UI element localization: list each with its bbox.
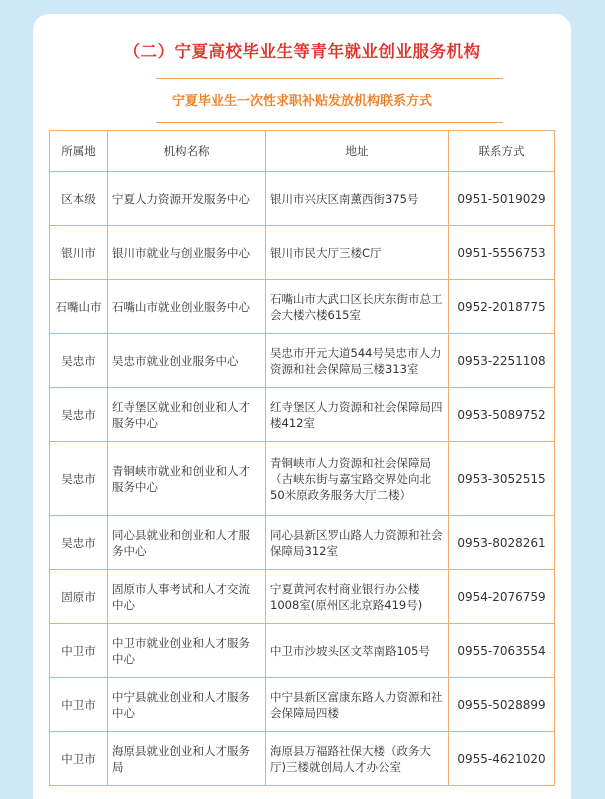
org-cell: 固原市人事考试和人才交流中心 [108, 570, 266, 624]
region-cell: 固原市 [50, 570, 108, 624]
address-cell: 宁夏黄河农村商业银行办公楼1008室(原州区北京路419号) [266, 570, 449, 624]
table-row [50, 678, 555, 732]
org-cell: 中卫市就业创业和人才服务中心 [108, 624, 266, 678]
org-cell: 海原县就业创业和人才服务局 [108, 732, 266, 786]
address-cell: 中宁县新区富康东路人力资源和社会保障局四楼 [266, 678, 449, 732]
table-row [50, 732, 555, 786]
table-row [50, 226, 555, 280]
region-cell: 中卫市 [50, 678, 108, 732]
table-row [50, 570, 555, 624]
header-org: 机构名称 [108, 131, 266, 172]
address-cell: 同心县新区罗山路人力资源和社会保障局312室 [266, 516, 449, 570]
address-cell: 吴忠市开元大道544号吴忠市人力资源和社会保障局三楼313室 [266, 334, 449, 388]
table-row [50, 172, 555, 226]
org-cell: 吴忠市就业创业服务中心 [108, 334, 266, 388]
address-cell: 海原县万福路社保大楼（政务大厅)三楼就创局人才办公室 [266, 732, 449, 786]
address-cell: 青铜峡市人力资源和社会保障局（古峡东街与嘉宝路交界处向北50米原政务服务大厅二楼） [266, 442, 449, 516]
org-cell: 红寺堡区就业和创业和人才服务中心 [108, 388, 266, 442]
table-row [50, 624, 555, 678]
org-cell: 青铜峡市就业和创业和人才服务中心 [108, 442, 266, 516]
table-row [50, 334, 555, 388]
region-cell: 吴忠市 [50, 516, 108, 570]
region-cell: 吴忠市 [50, 334, 108, 388]
phone-cell: 0953-2251108 [449, 334, 555, 388]
region-cell: 吴忠市 [50, 388, 108, 442]
phone-cell: 0955-5028899 [449, 678, 555, 732]
table-header-row [50, 131, 555, 172]
phone-cell: 0953-3052515 [449, 442, 555, 516]
region-cell: 中卫市 [50, 732, 108, 786]
region-cell: 石嘴山市 [50, 280, 108, 334]
table-row [50, 280, 555, 334]
title-divider-top [156, 78, 503, 79]
region-cell: 区本级 [50, 172, 108, 226]
table-row [50, 442, 555, 516]
address-cell: 石嘴山市大武口区长庆东街市总工会大楼六楼615室 [266, 280, 449, 334]
page-title: （二）宁夏高校毕业生等青年就业创业服务机构 [123, 42, 481, 61]
region-cell: 吴忠市 [50, 442, 108, 516]
address-cell: 红寺堡区人力资源和社会保障局四楼412室 [266, 388, 449, 442]
title-divider-bottom [156, 122, 503, 123]
phone-cell: 0954-2076759 [449, 570, 555, 624]
phone-cell: 0951-5019029 [449, 172, 555, 226]
org-cell: 银川市就业与创业服务中心 [108, 226, 266, 280]
region-cell: 银川市 [50, 226, 108, 280]
region-cell: 中卫市 [50, 624, 108, 678]
header-address: 地址 [266, 131, 449, 172]
org-cell: 宁夏人力资源开发服务中心 [108, 172, 266, 226]
phone-cell: 0951-5556753 [449, 226, 555, 280]
phone-cell: 0953-5089752 [449, 388, 555, 442]
agency-contact-table [49, 130, 555, 786]
address-cell: 银川市兴庆区南薰西街375号 [266, 172, 449, 226]
phone-cell: 0955-7063554 [449, 624, 555, 678]
address-cell: 中卫市沙坡头区文萃南路105号 [266, 624, 449, 678]
phone-cell: 0953-8028261 [449, 516, 555, 570]
phone-cell: 0952-2018775 [449, 280, 555, 334]
table-caption: 宁夏毕业生一次性求职补贴发放机构联系方式 [171, 94, 432, 109]
header-phone: 联系方式 [449, 131, 555, 172]
org-cell: 石嘴山市就业创业服务中心 [108, 280, 266, 334]
content-card [33, 14, 571, 799]
table-row [50, 388, 555, 442]
table-row [50, 516, 555, 570]
org-cell: 中宁县就业创业和人才服务中心 [108, 678, 266, 732]
phone-cell: 0955-4621020 [449, 732, 555, 786]
header-region: 所属地 [50, 131, 108, 172]
org-cell: 同心县就业和创业和人才服务中心 [108, 516, 266, 570]
address-cell: 银川市民大厅三楼C厅 [266, 226, 449, 280]
